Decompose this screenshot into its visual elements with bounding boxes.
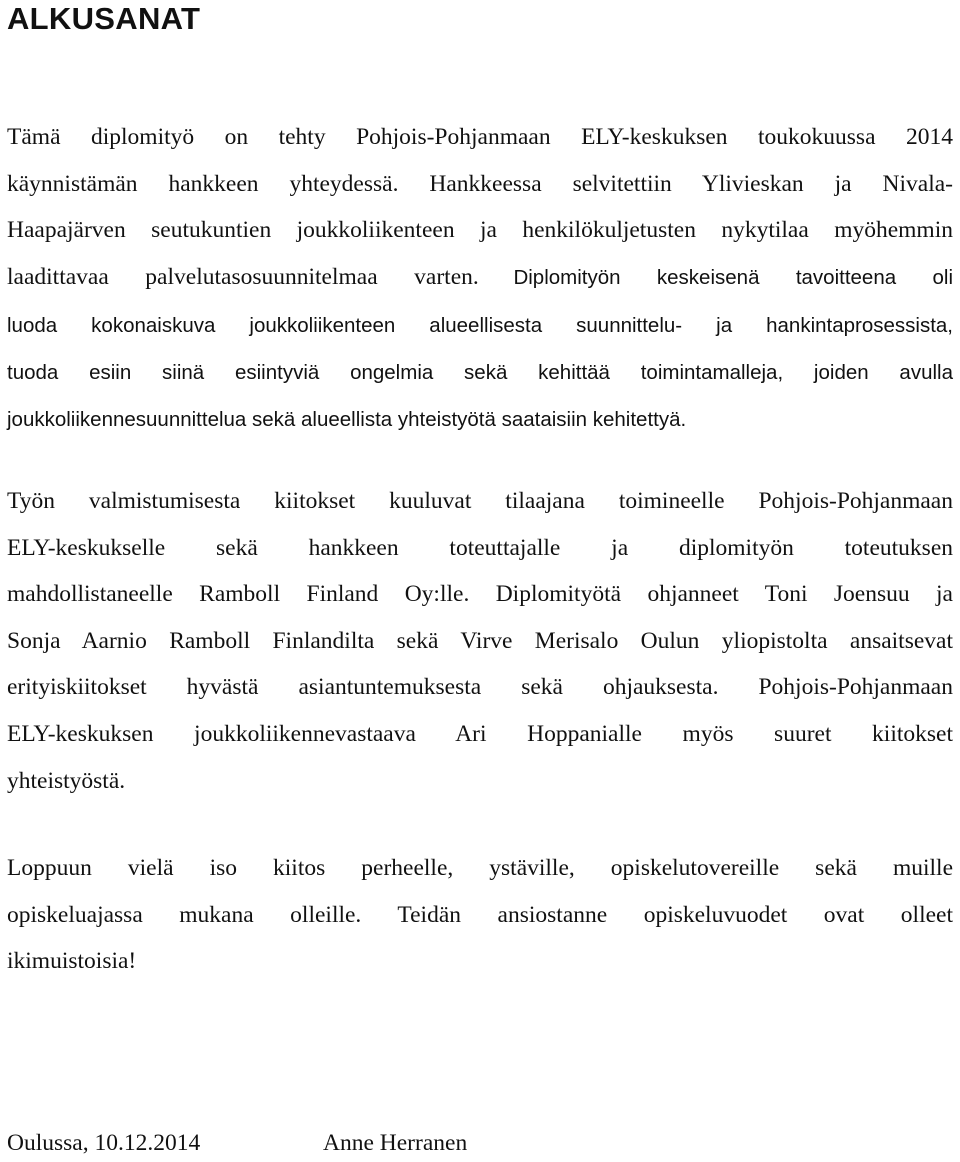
paragraph-line: tuoda esiin siinä esiintyviä ongelmia sekä kehittää toimintamalleja, joiden avulla (7, 360, 953, 384)
paragraph-line: käynnistämän hankkeen yhteydessä. Hankkeessa selvitettiin Ylivieskan ja Nivala- (7, 170, 953, 197)
author-name: Anne Herranen (323, 1130, 468, 1156)
paragraph-line: Tämä diplomityö on tehty Pohjois-Pohjanmaan ELY-keskuksen toukokuussa 2014 (7, 124, 953, 150)
paragraph-line: erityiskiitokset hyvästä asiantuntemuksesta sekä ohjauksesta. Pohjois-Pohjanmaan (7, 674, 953, 701)
paragraph-line: ikimuistoisia! (7, 948, 137, 975)
paragraph-line: ELY-keskuksen joukkoliikennevastaava Ari Hoppanialle myös suuret kiitokset (7, 720, 953, 747)
paragraph-line: Loppuun vielä iso kiitos perheelle, ystäville, opiskelutovereille sekä muille (7, 855, 953, 881)
paragraph-intro (7, 114, 953, 443)
paragraph-line: Sonja Aarnio Ramboll Finlandilta sekä Virve Merisalo Oulun yliopistolta ansaitsevat (7, 627, 953, 654)
paragraph-line-sans-part: Diplomityön keskeisenä tavoitteena oli (513, 265, 954, 289)
paragraph-line: mahdollistaneelle Ramboll Finland Oy:lle. Diplomityötä ohjanneet Toni Joensuu ja (7, 581, 953, 608)
paragraph-line: Työn valmistumisesta kiitokset kuuluvat tilaajana toimineelle Pohjois-Pohjanmaan (7, 488, 953, 514)
paragraph-line-serif-part: laadittavaa palvelutasosuunnitelmaa varten. (7, 263, 479, 290)
document-page (7, 0, 954, 1156)
paragraph-line: opiskeluajassa mukana olleille. Teidän ansiostanne opiskeluvuodet ovat olleet (7, 901, 953, 928)
paragraph-line: Haapajärven seutukuntien joukkoliikenteen ja henkilökuljetusten nykytilaa myöhemmin (7, 217, 953, 244)
paragraph-line: yhteistyöstä. (7, 767, 126, 794)
paragraph-line: ELY-keskukselle sekä hankkeen toteuttajalle ja diplomityön toteutuksen (7, 534, 953, 561)
place-and-date: Oulussa, 10.12.2014 (7, 1130, 201, 1156)
paragraph-line: luoda kokonaiskuva joukkoliikenteen alueellisesta suunnittelu- ja hankintaprosessista, (7, 314, 953, 338)
paragraph-family-thanks (7, 845, 953, 985)
page-title: ALKUSANAT (7, 1, 201, 36)
paragraph-line-mixed (7, 254, 953, 304)
paragraph-line: joukkoliikennesuunnittelua sekä alueellista yhteistyötä saataisiin kehitettyä. (7, 407, 687, 431)
paragraph-thanks (7, 478, 953, 804)
